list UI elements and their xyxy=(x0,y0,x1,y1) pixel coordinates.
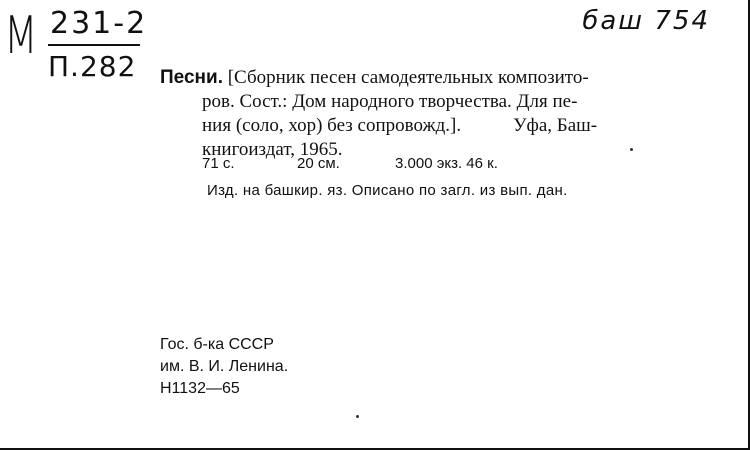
entry-line-1 xyxy=(160,66,708,90)
ink-speck xyxy=(630,148,633,151)
library-stamp xyxy=(160,334,288,400)
inventory-note: баш 754 xyxy=(582,6,710,36)
entry-line-3-text: ния (соло, хор) без сопровожд.]. xyxy=(202,115,462,136)
author-mark: П.282 xyxy=(48,50,137,83)
bibliographic-entry xyxy=(160,66,708,162)
collation-size: 20 см. xyxy=(297,155,340,172)
collation-print-run: 3.000 экз. 46 к. xyxy=(395,155,498,172)
entry-line-3 xyxy=(160,114,708,138)
stamp-line-1: Гос. б-ка СССР xyxy=(160,336,274,353)
ink-speck xyxy=(356,415,359,418)
stamp-line-3: Н1132—65 xyxy=(160,380,240,397)
stamp-line-2: им. В. И. Ленина. xyxy=(160,358,289,375)
language-note: Изд. на башкир. яз. Описано по загл. из вып. дан. xyxy=(207,182,568,199)
entry-heading: Песни. xyxy=(160,67,223,88)
entry-line-4: книгоиздат, 1965. xyxy=(202,139,343,160)
collation-pages: 71 с. xyxy=(202,155,235,172)
entry-line-1-text: [Сборник песен самодеятельных композито- xyxy=(227,67,589,88)
collation xyxy=(202,154,498,174)
collection-letter: М xyxy=(4,6,37,66)
place-publisher: Уфа, Баш- xyxy=(513,115,598,136)
call-number-divider xyxy=(48,44,140,46)
class-number: 231-2 xyxy=(50,6,148,41)
entry-line-2: ров. Сост.: Дом народного творчества. Для пе- xyxy=(202,91,578,112)
